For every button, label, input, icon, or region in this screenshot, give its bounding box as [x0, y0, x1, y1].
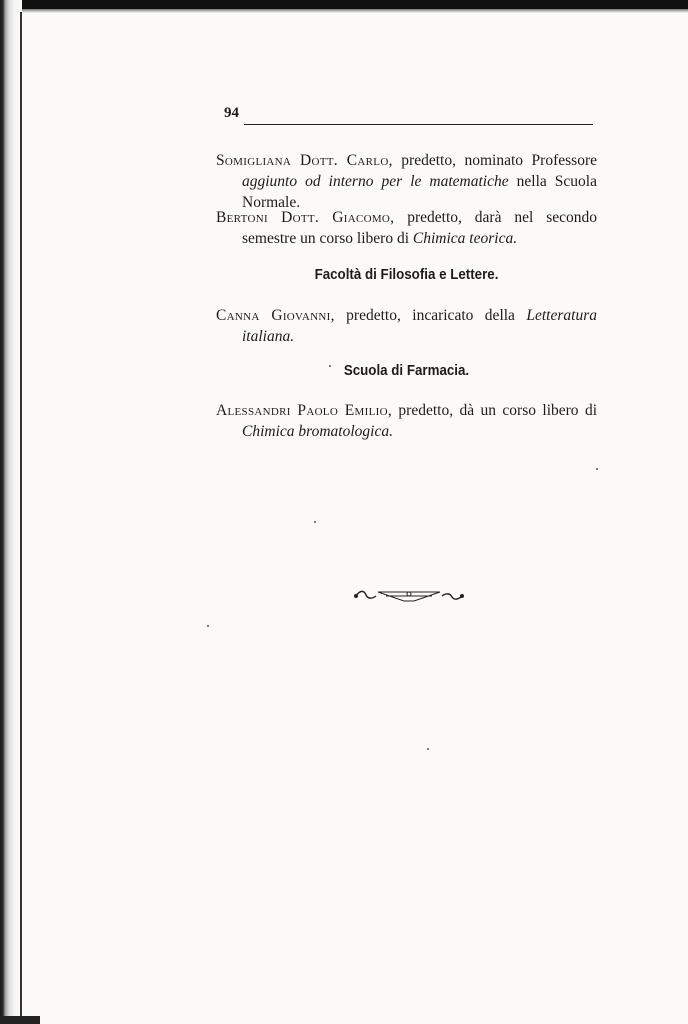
entry-text: nella Scuola Normale. [242, 173, 597, 211]
scan-speck [329, 365, 331, 367]
scan-bottom-mark [0, 1016, 40, 1024]
scan-speck [314, 521, 316, 523]
scan-left-edge [0, 0, 22, 1024]
entry-name: Canna Giovanni, [216, 307, 335, 324]
entry-text: predetto, nominato Professore [392, 152, 597, 169]
header-rule [244, 124, 593, 125]
entry-canna [216, 305, 597, 347]
section-title-filosofia: Facoltà di Filosofia e Lettere. [314, 267, 499, 283]
binding-line [20, 12, 22, 1024]
entry-italic: aggiunto od interno per le matematiche [242, 173, 509, 190]
entry-italic: Chimica teorica. [412, 230, 518, 247]
entry-name: Bertoni Dott. Giacomo, [216, 209, 395, 226]
ornament-divider [352, 588, 466, 604]
entry-bertoni [216, 207, 597, 249]
entry-text: predetto, incaricato della [334, 307, 527, 324]
entry-alessandri [216, 400, 597, 442]
scan-top-border [0, 0, 688, 9]
entry-somigliana [216, 150, 597, 213]
section-title-farmacia: Scuola di Farmacia. [343, 363, 470, 379]
scan-top-shadow [0, 9, 688, 13]
entry-italic: Letteratura italiana. [242, 307, 597, 345]
entry-name: Somigliana Dott. Carlo, [216, 152, 393, 169]
scan-speck [596, 468, 598, 470]
entry-text: predetto, dà un corso libero di [392, 402, 597, 419]
entry-name: Alessandri Paolo Emilio, [216, 402, 392, 419]
scan-speck [207, 625, 209, 627]
page-number: 94 [224, 105, 239, 121]
entry-text: predetto, darà nel secondo semestre un corso libero di [242, 209, 597, 247]
scan-speck [427, 748, 429, 750]
entry-italic: Chimica bromatologica. [242, 423, 393, 440]
